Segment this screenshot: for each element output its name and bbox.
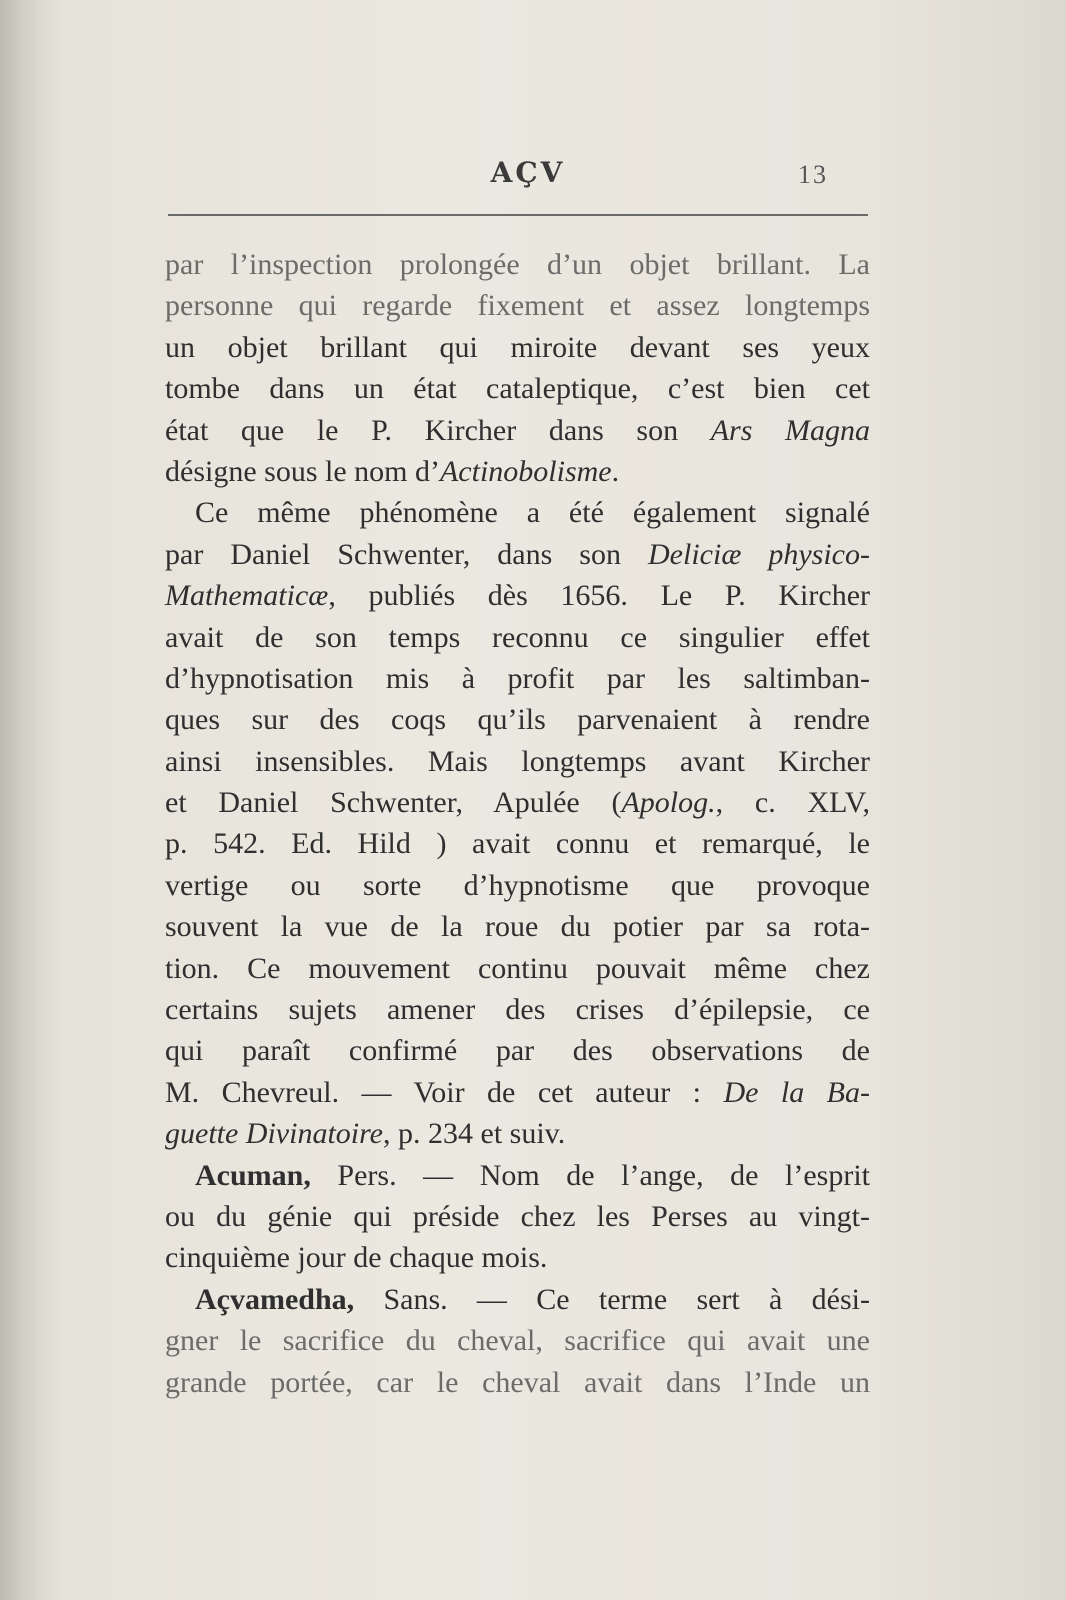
running-head: AÇV <box>490 156 566 189</box>
text-line: grande portée, car le cheval avait dans l’Inde un <box>165 1365 870 1399</box>
text-line: tombe dans un état cataleptique, c’est bien cet <box>165 372 870 406</box>
text-line: d’hypnotisation mis à profit par les saltimban- <box>165 661 870 695</box>
text-line: Mathematicæ, publiés dès 1656. Le P. Kircher <box>165 579 870 613</box>
italic-title: Ars Magna <box>710 413 870 447</box>
text-line: ou du génie qui préside chez les Perses au vingt- <box>165 1199 870 1233</box>
text-line: M. Chevreul. — Voir de cet auteur : De la Ba- <box>165 1075 870 1109</box>
text-line: vertige ou sorte d’hypnotisme que provoque <box>165 868 870 902</box>
text-line: souvent la vue de la roue du potier par sa rota- <box>165 910 870 944</box>
body-text <box>165 244 870 1403</box>
text-line: par l’inspection prolongée d’un objet brillant. La <box>165 248 870 281</box>
text-line: Açvamedha, Sans. — Ce terme sert à dési- <box>195 1282 870 1316</box>
italic-title: Mathematicæ <box>165 579 329 613</box>
text-line: p. 542. Ed. Hild ) avait connu et remarqué, le <box>165 827 870 861</box>
text-line: cinquième jour de chaque mois. <box>165 1241 548 1275</box>
entry-headword: Açvamedha, <box>195 1282 355 1316</box>
italic-title: Apolog. <box>621 786 716 820</box>
text-line: par Daniel Schwenter, dans son Deliciæ physico- <box>165 537 870 571</box>
text-line: ques sur des coqs qu’ils parvenaient à rendre <box>165 703 870 737</box>
text-line: qui paraît confirmé par des observations de <box>165 1034 870 1068</box>
text-line: ainsi insensibles. Mais longtemps avant Kircher <box>165 744 870 778</box>
italic-title: guette Divinatoire <box>165 1117 383 1151</box>
italic-title: De la Ba- <box>723 1075 870 1109</box>
text-line: état que le P. Kircher dans son Ars Magna <box>165 413 870 447</box>
text-line: personne qui regarde fixement et assez longtemps <box>165 289 870 323</box>
text-line: tion. Ce mouvement continu pouvait même chez <box>165 951 870 985</box>
text-line: avait de son temps reconnu ce singulier effet <box>165 620 870 654</box>
text-line: Ce même phénomène a été également signalé <box>195 496 870 530</box>
page-number: 13 <box>798 160 828 189</box>
text-line: certains sujets amener des crises d’épilepsie, ce <box>165 993 870 1027</box>
header-rule <box>168 214 868 216</box>
text-line: Acuman, Pers. — Nom de l’ange, de l’esprit <box>195 1158 870 1192</box>
entry-headword: Acuman, <box>195 1158 311 1192</box>
italic-title: Deliciæ physico- <box>648 537 870 571</box>
text-line: gner le sacrifice du cheval, sacrifice qui avait une <box>165 1324 870 1358</box>
text-line: et Daniel Schwenter, Apulée (Apolog., c. XLV, <box>165 786 870 820</box>
italic-term: Actinobolisme <box>439 454 612 488</box>
text-line: un objet brillant qui miroite devant ses yeux <box>165 330 870 364</box>
page-gutter <box>0 0 40 1600</box>
text-line: désigne sous le nom d’Actinobolisme. <box>165 454 620 488</box>
page-header <box>168 150 868 190</box>
text-line: guette Divinatoire, p. 234 et suiv. <box>165 1117 566 1151</box>
